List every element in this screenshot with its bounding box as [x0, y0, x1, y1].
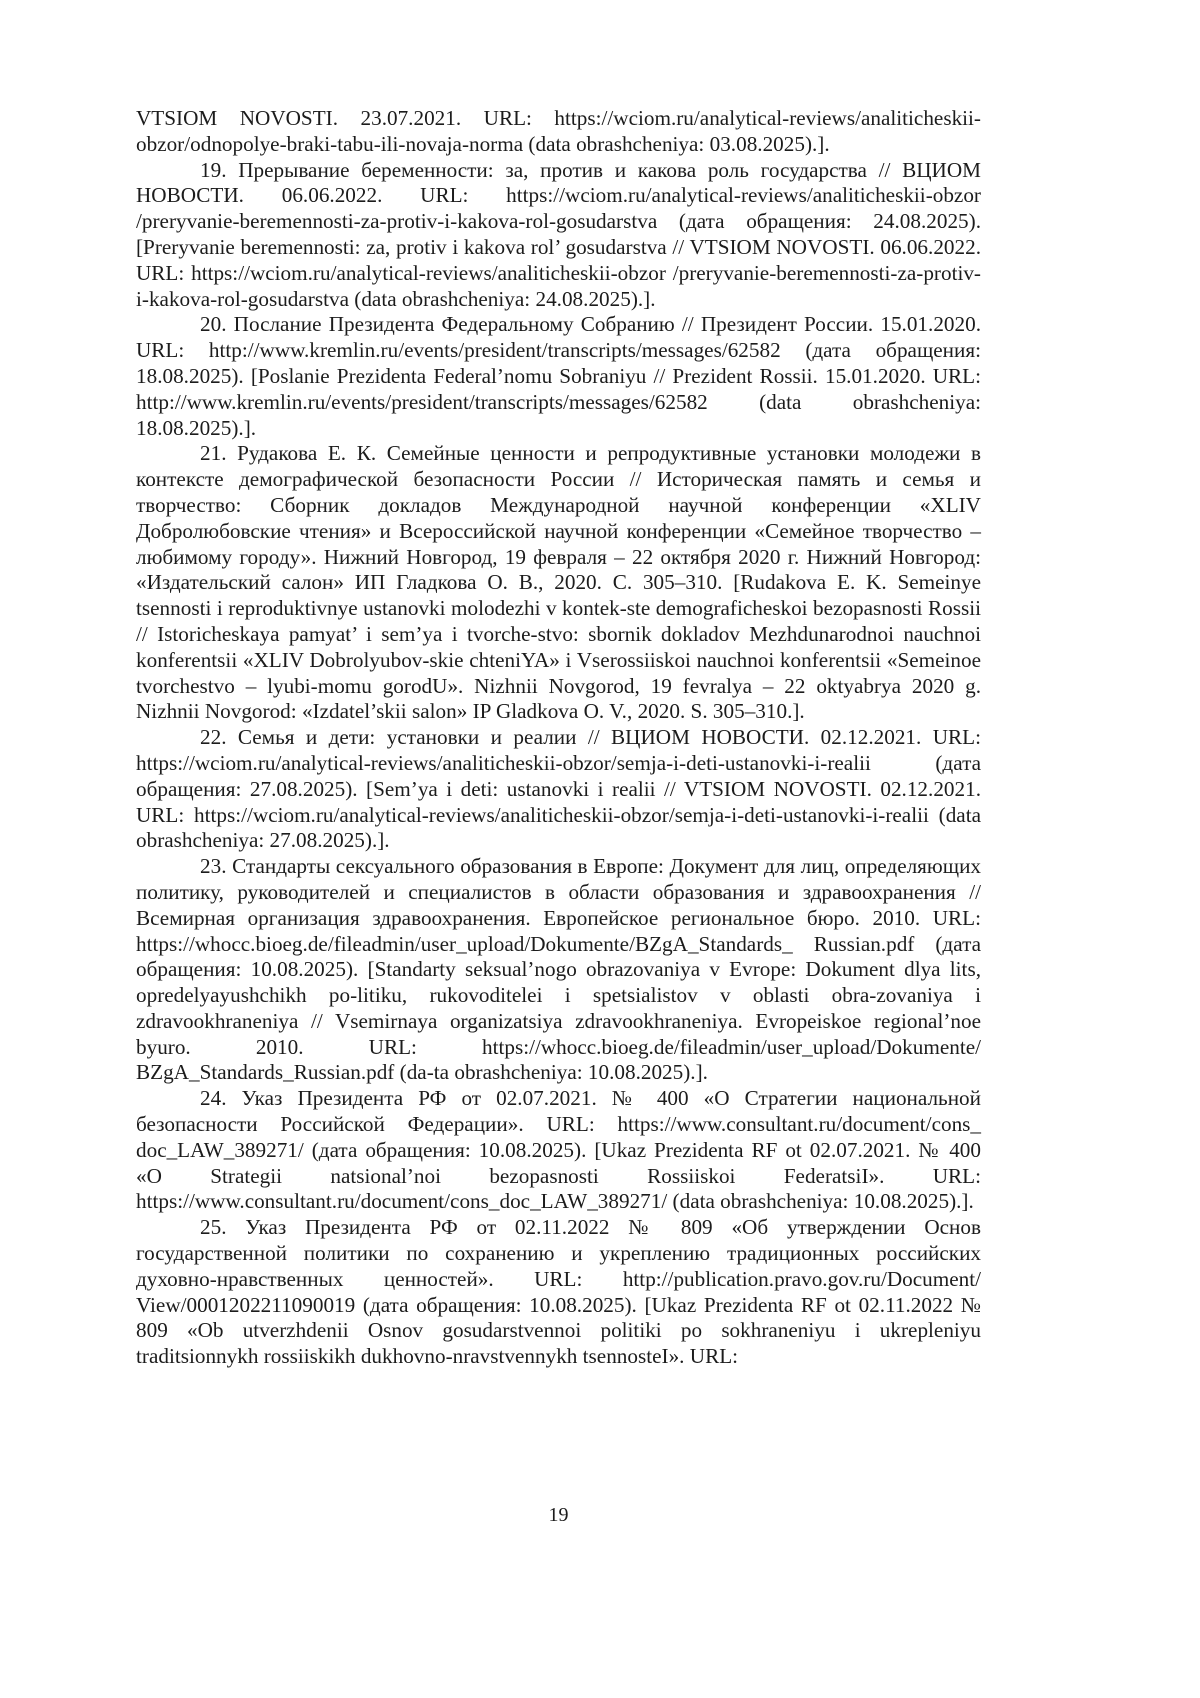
reference-entry-20: 20. Послание Президента Федеральному Собранию // Президент России. 15.01.2020. URL: http://www.kremlin.ru/events/president/transcripts/messages/62582 (дата обращения: 18.08.2025). [Poslanie Prezidenta Federal’nomu Sobraniyu // Prezident Rossii. 15.01.2020. URL: http://www.kremlin.ru/events/president/transcripts/messages/62582 (data obrashcheniya: 18.08.2025).].: [136, 312, 981, 440]
references-list: [136, 106, 981, 1370]
reference-entry-24: 24. Указ Президента РФ от 02.07.2021. № 400 «О Стратегии национальной безопасности Российской Федерации». URL: https://www.consultant.ru/document/cons_ doc_LAW_389271/ (дата обращения: 10.08.2025). [Ukaz Prezidenta RF ot 02.07.2021. № 400 «O Strategii natsional’noi bezopasnosti Rossiiskoi FederatsiI». URL: https://www.consultant.ru/document/cons_doc_LAW_389271/ (data obrashcheniya: 10.08.2025).].: [136, 1086, 981, 1214]
reference-entry-25: 25. Указ Президента РФ от 02.11.2022 № 809 «Об утверждении Основ государственной политики по сохранению и укреплению традиционных российских духовно-нравственных ценностей». URL: http://publication.pravo.gov.ru/Document/ View/0001202211090019 (дата обращения: 10.08.2025). [Ukaz Prezidenta RF ot 02.11.2022 № 809 «Ob utverzhdenii Osnov gosudarstvennoi politiki po sokhraneniyu i ukrepleniyu traditsionnykh rossiiskikh dukhovno-nravstvennykh tsennosteI». URL:: [136, 1215, 981, 1369]
reference-entry-22: 22. Семья и дети: установки и реалии // ВЦИОМ НОВОСТИ. 02.12.2021. URL: https://wciom.ru/analytical-reviews/analiticheskii-obzor/semja-i-deti-ustanovki-i-realii (дата обращения: 27.08.2025). [Sem’ya i deti: ustanovki i realii // VTSIOM NOVOSTI. 02.12.2021. URL: https://wciom.ru/analytical-reviews/analiticheskii-obzor/semja-i-deti-ustanovki-i-realii (data obrashcheniya: 27.08.2025).].: [136, 725, 981, 853]
page-number: 19: [548, 1504, 569, 1526]
reference-entry-23: 23. Стандарты сексуального образования в Европе: Документ для лиц, определяющих политику, руководителей и специалистов в области образования и здравоохранения // Всемирная организация здравоохранения. Европейское региональное бюро. 2010. URL: https://whocc.bioeg.de/fileadmin/user_upload/Dokumente/BZgA_Standards_ Russian.pdf (дата обращения: 10.08.2025). [Standarty seksual’nogo obrazovaniya v Evrope: Dokument dlya lits, opredelyayushchikh po-litiku, rukovoditelei i spetsialistov v oblasti obra-zovaniya i zdravookhraneniya // Vsemirnaya organizatsiya zdravookhraneniya. Evropeiskoe regional’noe byuro. 2010. URL: https://whocc.bioeg.de/fileadmin/user_upload/Dokumente/ BZgA_Standards_Russian.pdf (da-ta obrashcheniya: 10.08.2025).].: [136, 854, 981, 1085]
reference-entry-18-continuation: VTSIOM NOVOSTI. 23.07.2021. URL: https://wciom.ru/analytical-reviews/analiticheskii-obzor/odnopolye-braki-tabu-ili-novaja-norma (data obrashcheniya: 03.08.2025).].: [136, 106, 981, 156]
reference-entry-19: 19. Прерывание беременности: за, против и какова роль государства // ВЦИОМ НОВОСТИ. 06.06.2022. URL: https://wciom.ru/analytical-reviews/analiticheskii-obzor /preryvanie-beremennosti-za-protiv-i-kakova-rol-gosudarstva (дата обращения: 24.08.2025). [Preryvanie beremennosti: za, protiv i kakova rol’ gosudarstva // VTSIOM NOVOSTI. 06.06.2022. URL: https://wciom.ru/analytical-reviews/analiticheskii-obzor /preryvanie-beremennosti-za-protiv-i-kakova-rol-gosudarstva (data obrashcheniya: 24.08.2025).].: [136, 157, 981, 311]
reference-entry-21: 21. Рудакова Е. К. Семейные ценности и репродуктивные установки молодежи в контексте демографической безопасности России // Историческая память и семья и творчество: Сборник докладов Международной научной конференции «XLIV Добролюбовские чтения» и Всероссийской научной конференции «Семейное творчество – любимому городу». Нижний Новгород, 19 февраля – 22 октября 2020 г. Нижний Новгород: «Издательский салон» ИП Гладкова О. В., 2020. С. 305–310. [Rudakova E. K. Semeinye tsennosti i reproduktivnye ustanovki molodezhi v kontek-ste demograficheskoi bezopasnosti Rossii // Istoricheskaya pamyat’ i sem’ya i tvorche-stvo: sbornik dokladov Mezhdunarodnoi nauchnoi konferentsii «XLIV Dobrolyubov-skie chteniYA» i Vserossiiskoi nauchnoi konferentsii «Semeinoe tvorchestvo – lyubi-momu gorodU». Nizhnii Novgorod, 19 fevralya – 22 oktyabrya 2020 g. Nizhnii Novgorod: «Izdatel’skii salon» IP Gladkova O. V., 2020. S. 305–310.].: [136, 441, 981, 724]
